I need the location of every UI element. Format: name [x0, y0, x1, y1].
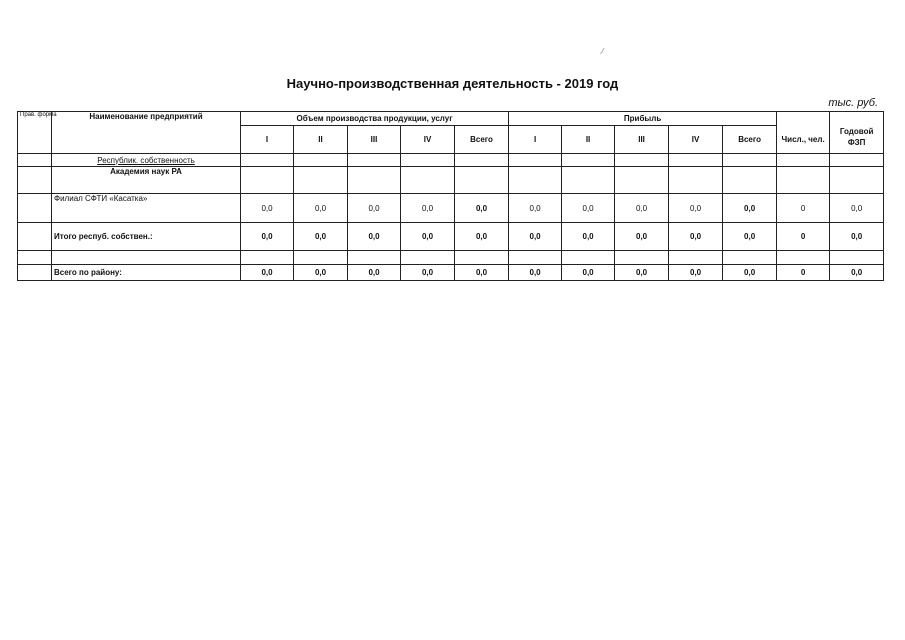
cell-value: 0,0	[615, 265, 669, 281]
header-vol-q4: IV	[401, 126, 455, 154]
cell-value: 0,0	[455, 194, 509, 223]
header-prav-forma: Прав. форма	[18, 112, 52, 154]
cell-value: 0,0	[669, 223, 723, 251]
cell-value: 0,0	[830, 194, 884, 223]
cell-value: 0,0	[509, 223, 562, 251]
cell-value: 0,0	[241, 194, 294, 223]
cell-value: 0,0	[401, 194, 455, 223]
header-vol-total: Всего	[455, 126, 509, 154]
cell-value: 0,0	[348, 223, 401, 251]
header-row-1	[18, 112, 884, 126]
header-profit: Прибыль	[509, 112, 777, 126]
page-title: Научно-производственная деятельность - 2019 год	[286, 76, 619, 91]
cell-value: 0,0	[401, 265, 455, 281]
cell-value: 0,0	[455, 223, 509, 251]
org-label: Академия наук РА	[52, 167, 241, 194]
header-profit-q4: IV	[669, 126, 723, 154]
cell-value: 0,0	[455, 265, 509, 281]
branch-label: Филиал СФТИ «Касатка»	[52, 194, 241, 223]
cell-value: 0,0	[562, 265, 615, 281]
grand-total-label: Всего по району:	[52, 265, 241, 281]
cell-value: 0,0	[294, 265, 348, 281]
header-headcount: Числ., чел.	[777, 126, 830, 154]
report-table	[17, 111, 884, 281]
header-headcount-top	[777, 112, 830, 126]
units-label: тыс. руб.	[828, 97, 878, 109]
cell-value: 0,0	[830, 265, 884, 281]
header-name: Наименование предприятий	[52, 112, 241, 154]
table-row-branch	[18, 194, 884, 223]
header-profit-q3: III	[615, 126, 669, 154]
header-profit-total: Всего	[723, 126, 777, 154]
table-row-org	[18, 167, 884, 194]
header-vol-q3: III	[348, 126, 401, 154]
table-row-section	[18, 154, 884, 167]
cell-value: 0,0	[615, 194, 669, 223]
pen-mark: ⁄	[602, 47, 604, 56]
cell-value: 0,0	[562, 223, 615, 251]
cell-value: 0,0	[723, 265, 777, 281]
header-fzp-top	[830, 112, 884, 126]
cell-value: 0,0	[294, 223, 348, 251]
cell-value: 0,0	[241, 265, 294, 281]
cell-value: 0,0	[723, 223, 777, 251]
section-label: Республик. собственность	[52, 154, 241, 167]
cell-value: 0,0	[669, 194, 723, 223]
cell-value: 0	[777, 194, 830, 223]
cell-value: 0,0	[509, 194, 562, 223]
cell-value: 0,0	[830, 223, 884, 251]
cell-value: 0,0	[669, 265, 723, 281]
header-vol-q2: II	[294, 126, 348, 154]
cell-value: 0,0	[348, 265, 401, 281]
cell-value: 0,0	[294, 194, 348, 223]
header-profit-q2: II	[562, 126, 615, 154]
table-row-subtotal	[18, 223, 884, 251]
cell-value: 0	[777, 265, 830, 281]
header-volume: Объем производства продукции, услуг	[241, 112, 509, 126]
cell-value: 0,0	[241, 223, 294, 251]
cell-value: 0,0	[615, 223, 669, 251]
cell-value: 0,0	[723, 194, 777, 223]
cell-value: 0,0	[509, 265, 562, 281]
cell-value: 0,0	[562, 194, 615, 223]
header-fzp: Годовой ФЗП	[830, 126, 884, 154]
header-vol-q1: I	[241, 126, 294, 154]
header-profit-q1: I	[509, 126, 562, 154]
table-row-grand-total	[18, 265, 884, 281]
table-row-empty	[18, 251, 884, 265]
cell-value: 0,0	[401, 223, 455, 251]
cell-value: 0,0	[348, 194, 401, 223]
subtotal-label: Итого респуб. собствен.:	[52, 223, 241, 251]
cell-value: 0	[777, 223, 830, 251]
